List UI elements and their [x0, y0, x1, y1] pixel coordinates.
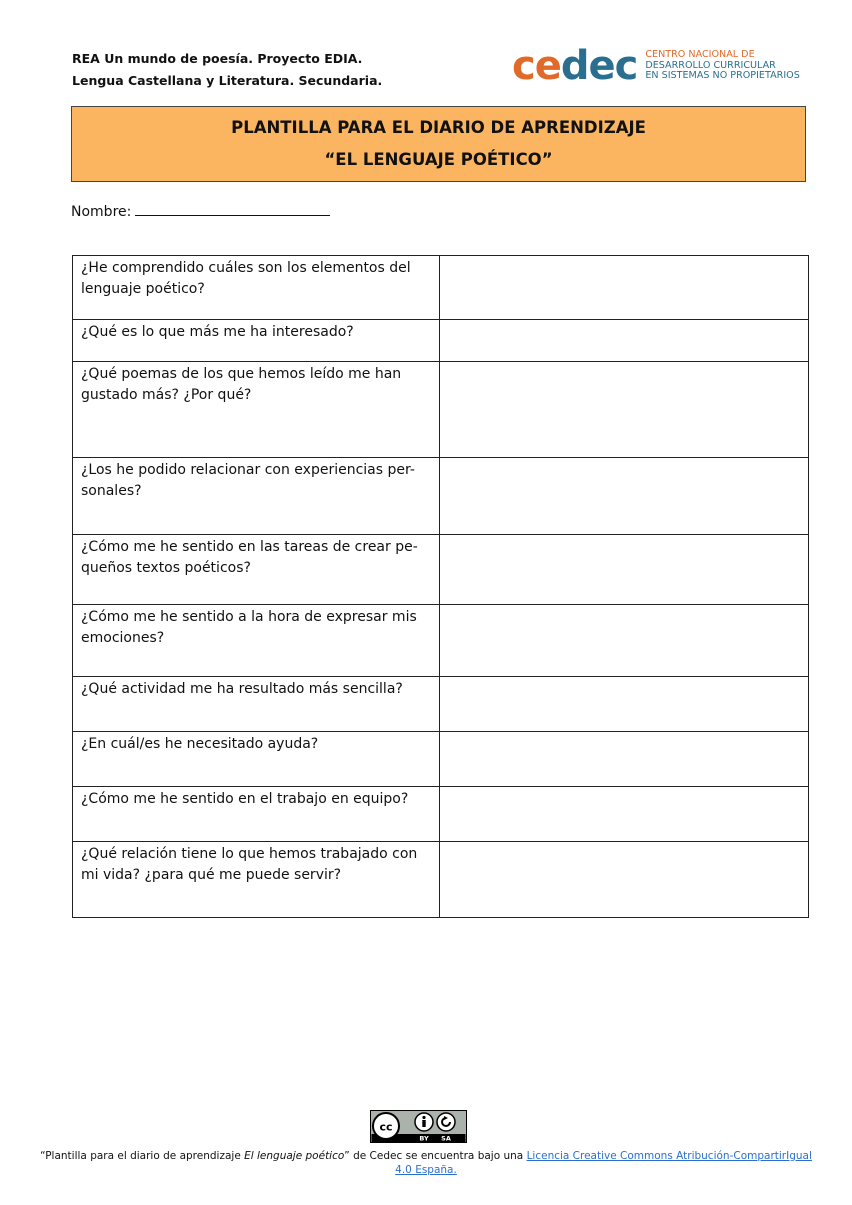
question-cell: ¿He comprendido cuáles son los elementos del lenguaje poético?: [73, 256, 440, 320]
question-cell: ¿En cuál/es he necesitado ayuda?: [73, 732, 440, 787]
table-row: [73, 787, 809, 842]
page-title: PLANTILLA PARA EL DIARIO DE APRENDIZAJE: [231, 118, 646, 137]
title-box: [71, 106, 806, 182]
table-row: [73, 256, 809, 320]
name-field[interactable]: [71, 201, 330, 220]
journal-table: [72, 255, 809, 918]
license-middle: ” de Cedec se encuentra bajo una: [344, 1150, 527, 1162]
name-label: Nombre:: [71, 204, 132, 220]
table-row: [73, 732, 809, 787]
table-row: [73, 320, 809, 362]
table-row: [73, 677, 809, 732]
table-row: [73, 842, 809, 918]
question-cell: ¿Cómo me he sentido en las tareas de crear pe-queños textos poéticos?: [73, 535, 440, 605]
answer-cell[interactable]: [440, 458, 809, 535]
page-subtitle: “EL LENGUAJE POÉTICO”: [324, 150, 553, 169]
cedec-logo-subtitle: CENTRO NACIONAL DE DESARROLLO CURRICULAR EN SISTEMAS NO PROPIETARIOS: [645, 49, 800, 82]
license-work-title: El lenguaje poético: [244, 1150, 345, 1162]
name-blank[interactable]: [135, 201, 330, 216]
question-cell: ¿Qué es lo que más me ha interesado?: [73, 320, 440, 362]
header-line-2: Lengua Castellana y Literatura. Secundaria.: [72, 73, 383, 88]
badge-label-sa: SA: [441, 1134, 451, 1143]
answer-cell[interactable]: [440, 362, 809, 458]
document-header: [72, 48, 382, 92]
answer-cell[interactable]: [440, 677, 809, 732]
question-cell: ¿Qué actividad me ha resultado más sencilla?: [73, 677, 440, 732]
table-row: [73, 535, 809, 605]
cedec-logo: [512, 43, 800, 89]
answer-cell[interactable]: [440, 605, 809, 677]
table-row: [73, 362, 809, 458]
answer-cell[interactable]: [440, 787, 809, 842]
question-cell: ¿Qué relación tiene lo que hemos trabajado con mi vida? ¿para qué me puede servir?: [73, 842, 440, 918]
table-row: [73, 605, 809, 677]
cc-by-sa-icon[interactable]: [370, 1110, 467, 1143]
table-row: [73, 458, 809, 535]
question-cell: ¿Los he podido relacionar con experiencias per-sonales?: [73, 458, 440, 535]
svg-text:cc: cc: [379, 1120, 393, 1134]
question-cell: ¿Qué poemas de los que hemos leído me han gustado más? ¿Por qué?: [73, 362, 440, 458]
question-cell: ¿Cómo me he sentido a la hora de expresar mis emociones?: [73, 605, 440, 677]
license-notice: [40, 1149, 812, 1177]
answer-cell[interactable]: [440, 842, 809, 918]
badge-label-by: BY: [419, 1134, 429, 1143]
answer-cell[interactable]: [440, 535, 809, 605]
license-prefix: “Plantilla para el diario de aprendizaje: [40, 1150, 245, 1162]
answer-cell[interactable]: [440, 256, 809, 320]
question-cell: ¿Cómo me he sentido en el trabajo en equipo?: [73, 787, 440, 842]
license-link[interactable]: Licencia Creative Commons Atribución-CompartirIgual 4.0 España.: [395, 1150, 812, 1176]
answer-cell[interactable]: [440, 320, 809, 362]
answer-cell[interactable]: [440, 732, 809, 787]
header-line-1: REA Un mundo de poesía. Proyecto EDIA.: [72, 51, 363, 66]
cedec-logo-word: cedec: [512, 43, 638, 89]
